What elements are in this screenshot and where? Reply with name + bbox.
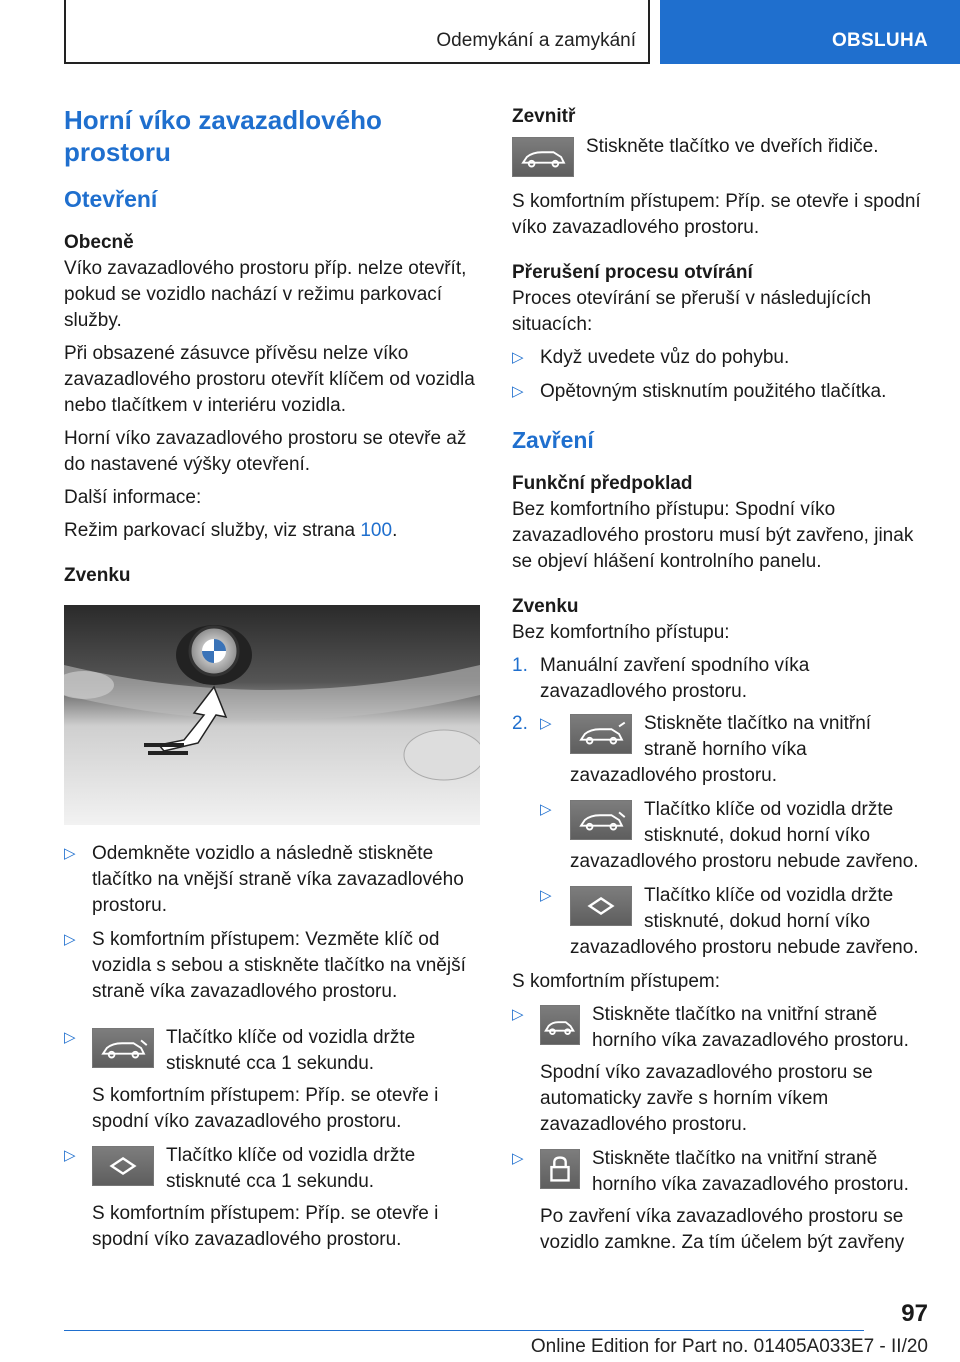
triangle-bullet-icon: ▷ [64, 931, 76, 948]
list-item: ▷ Stiskněte tlačítko na vnitřní straně horního víka zavazadlového prostoru. Po zavření víka zavazadlového prostoru se vozidlo zamkne. Za tím účelem být zavřeny [512, 1146, 928, 1256]
paragraph: Bez komfortního přístupu: [512, 622, 730, 643]
header-section-tab [660, 0, 960, 64]
cross-reference: Režim parkovací služby, viz strana 100. [64, 520, 398, 541]
note: S komfortním přístupem: Příp. se otevře i spodní víko zavazadlového prostoru. [92, 1203, 439, 1250]
heading-close: Zavření [512, 427, 594, 453]
list-item: ▷ Tlačítko klíče od vozidla držte stisknuté, dokud horní víko zavazadlového prostoru nebude zavřeno. [540, 799, 919, 872]
triangle-bullet-icon: ▷ [512, 349, 524, 366]
car-trunk-icon [92, 1028, 154, 1068]
paragraph: Další informace: [64, 487, 202, 508]
bmw-key-button-icon [570, 886, 632, 926]
triangle-bullet-icon: ▷ [64, 1029, 76, 1046]
inside-instruction: Stiskněte tlačítko ve dveřích řidiče. [512, 134, 928, 177]
edition-footer: Online Edition for Part no. 01405A033E7 - II/20 [530, 1336, 928, 1357]
car-trunk-icon [570, 800, 632, 840]
page-number: 97 [901, 1300, 928, 1327]
heading-inside: Zevnitř [512, 106, 576, 127]
list-item: ▷ Odemkněte vozidlo a následně stiskněte tlačítko na vnější straně víka zavazadlového prostoru. [64, 843, 464, 916]
triangle-bullet-icon: ▷ [540, 801, 552, 818]
footer-divider [64, 1330, 864, 1331]
paragraph: S komfortním přístupem: [512, 971, 721, 992]
numbered-step: 2. ▷ Stiskněte tlačítko na vnitřní straně horního víka zavazadlového prostoru. ▷ Tlačítko klíče od vozidla držte stisknuté, dokud horní víko zavazadlového prostoru nebude zavřeno. ▷ Tlačítko klíče od vozidla držte stisknuté, dokud horní víko zavazadlového prostoru nebude zavřeno. [512, 711, 928, 961]
section-title: OBSLUHA [831, 30, 928, 51]
list-item: ▷ Opětovným stisknutím použitého tlačítka. [512, 379, 928, 405]
note: Po zavření víka zavazadlového prostoru se vozidlo zamkne. Za tím účelem být zavřeny [540, 1206, 905, 1253]
paragraph: Při obsazené zásuvce přívěsu nelze víko zavazadlového prostoru otevřít klíčem od vozidla nebo tlačítkem v interiéru vozidla. [64, 343, 475, 416]
heading-open: Otevření [64, 186, 158, 212]
heading-general: Obecně [64, 232, 134, 253]
triangle-bullet-icon: ▷ [540, 887, 552, 904]
list-item: ▷ Když uvedete vůz do pohybu. [512, 345, 928, 371]
triangle-bullet-icon: ▷ [64, 845, 76, 862]
triangle-bullet-icon: ▷ [512, 383, 524, 400]
paragraph: Horní víko zavazadlového prostoru se otevře až do nastavené výšky otevření. [64, 428, 467, 475]
list-item: ▷ Tlačítko klíče od vozidla držte stisknuté, dokud horní víko zavazadlového prostoru nebude zavřeno. [540, 885, 919, 958]
page-link[interactable]: 100 [360, 520, 393, 541]
paragraph: Víko zavazadlového prostoru příp. nelze otevřít, pokud se vozidlo nachází v režimu parkovací služby. [64, 258, 467, 331]
chapter-title: Odemykání a zamykání [436, 30, 636, 51]
right-column [512, 100, 928, 1264]
heading-interrupt: Přerušení procesu otvírání [512, 262, 753, 283]
heading-outside: Zvenku [64, 565, 131, 586]
heading-outside: Zvenku [512, 596, 579, 617]
bmw-key-button-icon [92, 1146, 154, 1186]
list-item: ▷ Tlačítko klíče od vozidla držte stisknuté cca 1 sekundu. S komfortním přístupem: Příp. se otevře i spodní víko zavazadlového prostoru. [64, 1143, 480, 1253]
car-trunk-icon [570, 714, 632, 754]
paragraph: Bez komfortního přístupu: Spodní víko zavazadlového prostoru musí být zavřeno, jinak se objeví hlášení kontrolního panelu. [512, 499, 914, 572]
list-item: ▷ Tlačítko klíče od vozidla držte stisknuté cca 1 sekundu. S komfortním přístupem: Příp. se otevře i spodní víko zavazadlového prostoru. [64, 1025, 480, 1135]
car-trunk-icon [540, 1005, 580, 1045]
triangle-bullet-icon: ▷ [64, 1147, 76, 1164]
left-column [64, 100, 480, 1261]
list-item: ▷ S komfortním přístupem: Vezměte klíč od vozidla s sebou a stiskněte tlačítko na vnější straně víka zavazadlového prostoru. [64, 929, 466, 1002]
paragraph: Proces otevírání se přeruší v následujících situacích: [512, 288, 872, 335]
note: S komfortním přístupem: Příp. se otevře i spodní víko zavazadlového prostoru. [92, 1085, 439, 1132]
list-item: ▷ Stiskněte tlačítko na vnitřní straně horního víka zavazadlového prostoru. Spodní víko zavazadlového prostoru se automaticky zavře s horním víkem zavazadlového prostoru. [512, 1002, 928, 1138]
list-item: ▷ Stiskněte tlačítko na vnitřní straně horního víka zavazadlového prostoru. [540, 713, 872, 786]
numbered-step: 1. Manuální zavření spodního víka zavazadlového prostoru. [512, 655, 810, 702]
paragraph: S komfortním přístupem: Příp. se otevře i spodní víko zavazadlového prostoru. [512, 191, 921, 238]
car-trunk-icon [512, 137, 574, 177]
triangle-bullet-icon: ▷ [512, 1150, 524, 1167]
header-chapter-box [64, 0, 650, 64]
triangle-bullet-icon: ▷ [540, 715, 552, 732]
triangle-bullet-icon: ▷ [512, 1006, 524, 1023]
page-title: Horní víko zavazadlového prostoru [64, 105, 382, 167]
heading-precondition: Funkční předpoklad [512, 473, 693, 494]
trunk-button-photo [64, 605, 480, 825]
note: Spodní víko zavazadlového prostoru se automaticky zavře s horním víkem zavazadlového prostoru. [540, 1062, 873, 1135]
lock-icon [540, 1149, 580, 1189]
